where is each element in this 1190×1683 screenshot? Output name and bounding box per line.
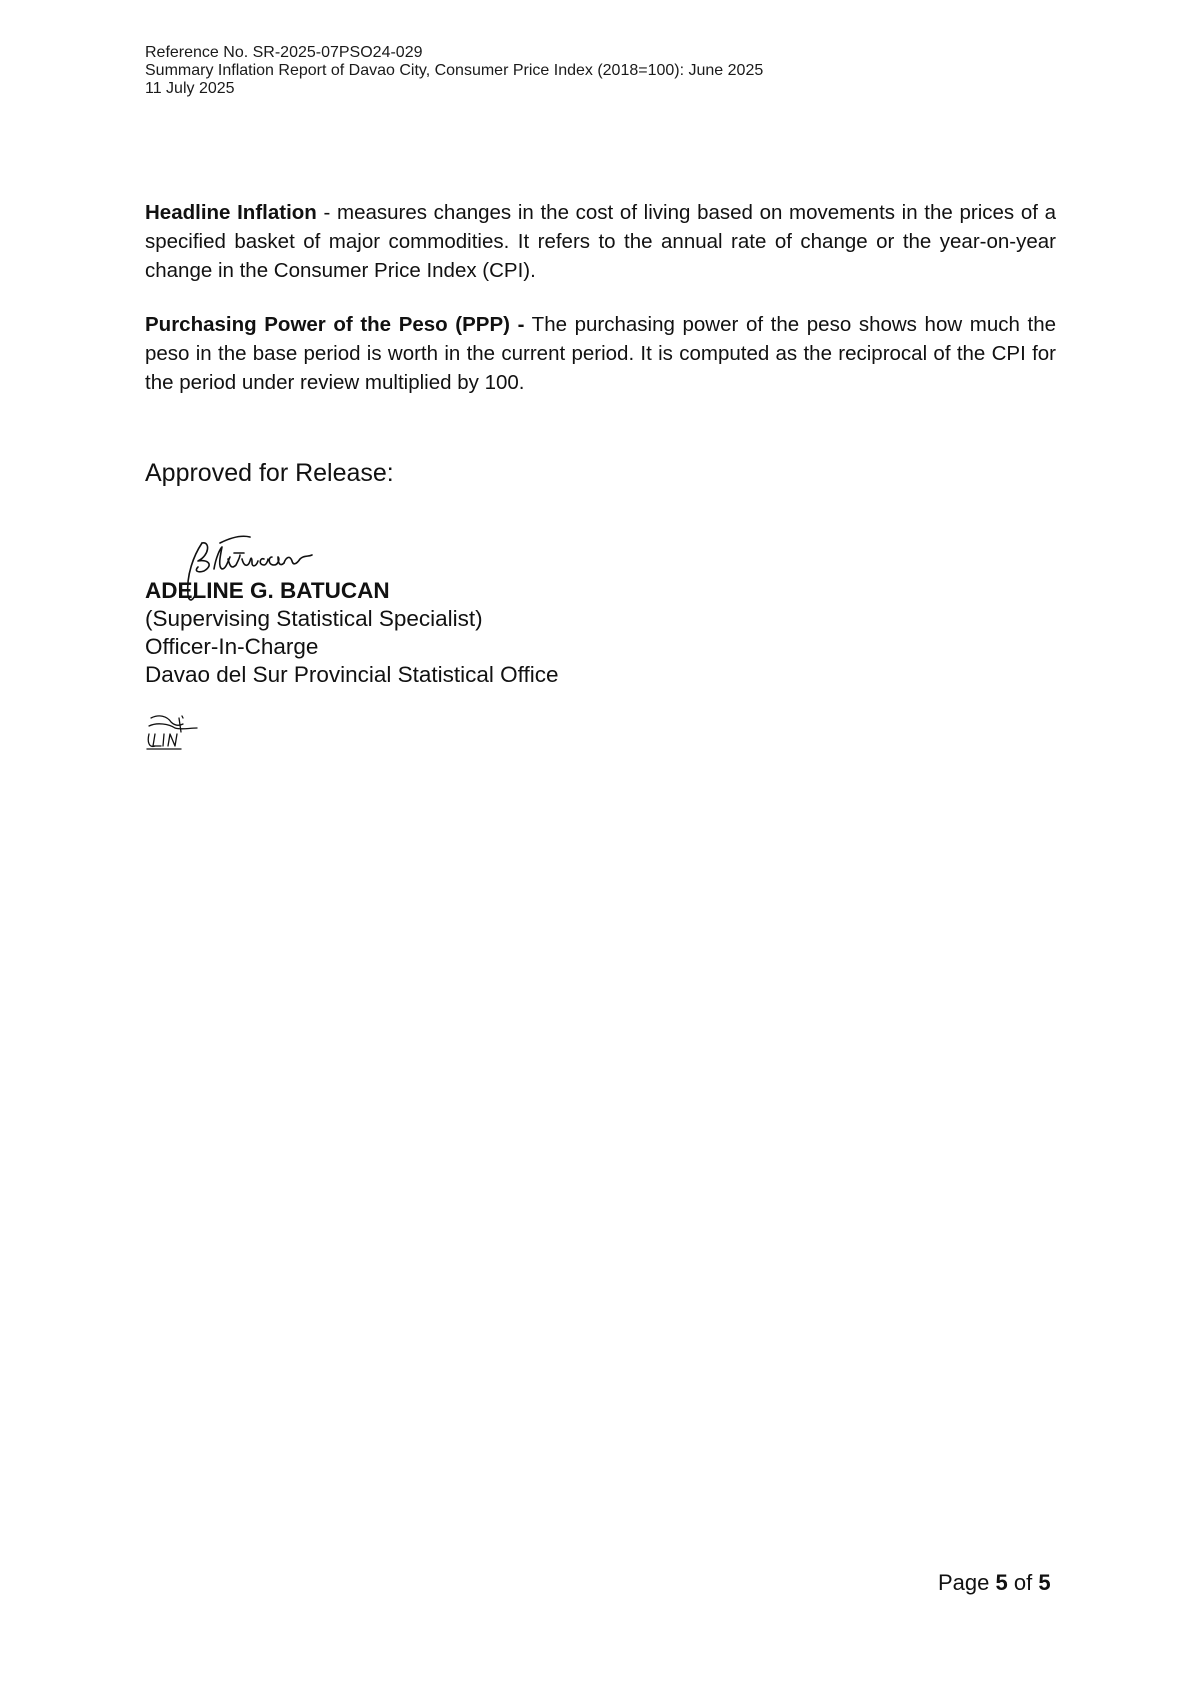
report-date: 11 July 2025	[145, 80, 235, 97]
document-header	[145, 44, 763, 98]
signatory-name: ADELINE G. BATUCAN	[145, 578, 390, 603]
definition-separator: -	[316, 201, 337, 224]
page-of: of	[1007, 1570, 1039, 1595]
definition-term: Purchasing Power of the Peso (PPP) -	[145, 313, 525, 336]
definition-text: The purchasing power of the peso shows how much the peso in the base period is worth in the current period. It is computed as the reciprocal of the CPI for the period under review multiplied by 100.	[145, 313, 1056, 394]
definition-term: Headline Inflation	[145, 201, 317, 224]
handwritten-initials	[145, 712, 201, 752]
definition-purchasing-power	[145, 310, 1056, 397]
definition-headline-inflation	[145, 198, 1056, 285]
signatory-block	[145, 577, 559, 689]
definition-text: measures changes in the cost of living based on movements in the prices of a specified basket of major commodities. It refers to the annual rate of change or the year-on-year change in the Consumer Price Index (CPI).	[145, 201, 1056, 282]
signatory-position: (Supervising Statistical Specialist)	[145, 606, 483, 631]
signatory-office: Davao del Sur Provincial Statistical Office	[145, 662, 559, 687]
signatory-role: Officer-In-Charge	[145, 634, 319, 659]
page-total: 5	[1038, 1570, 1051, 1595]
approved-for-release-label: Approved for Release:	[145, 459, 394, 487]
definition-separator	[524, 313, 531, 336]
definitions-section	[145, 198, 1056, 422]
reference-number: Reference No. SR-2025-07PSO24-029	[145, 44, 423, 61]
page-current: 5	[995, 1570, 1008, 1595]
page-number	[938, 1570, 1051, 1596]
report-title: Summary Inflation Report of Davao City, Consumer Price Index (2018=100): June 2025	[145, 62, 764, 79]
page-prefix: Page	[938, 1570, 996, 1595]
